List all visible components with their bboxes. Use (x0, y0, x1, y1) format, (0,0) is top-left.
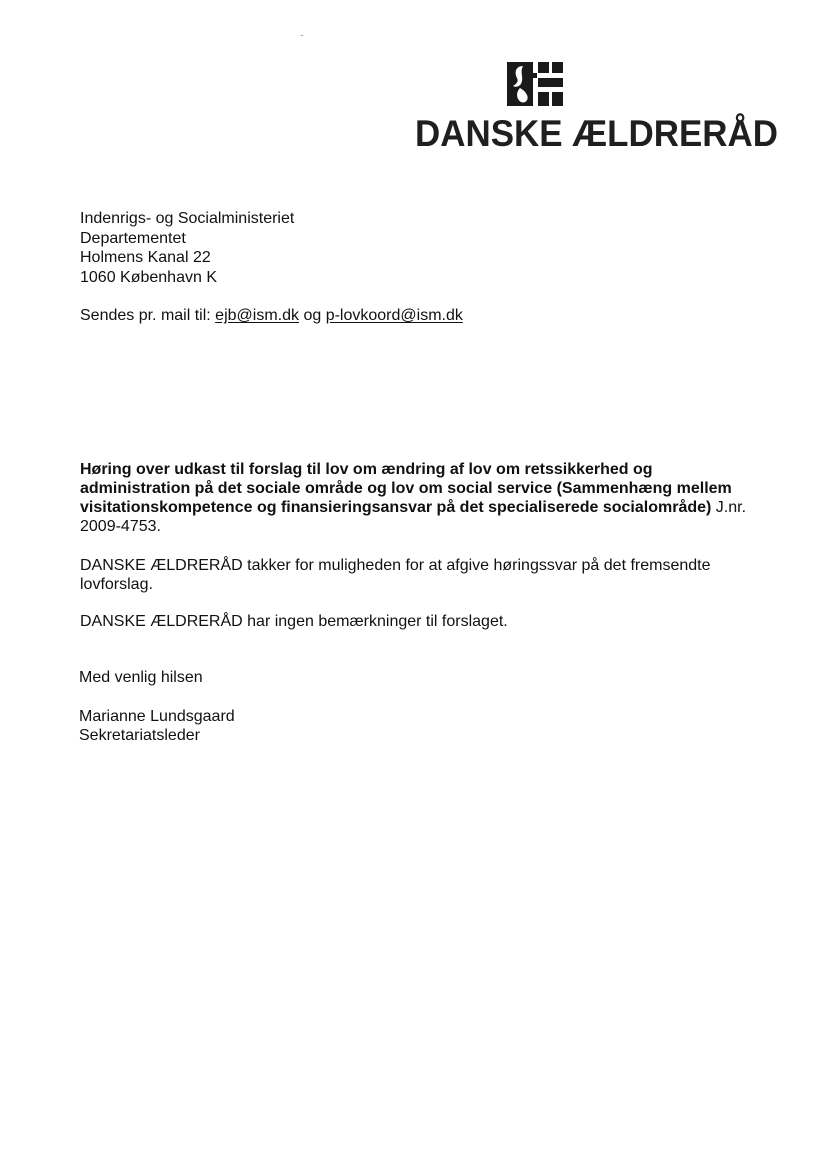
recipient-line: Indenrigs- og Socialministeriet (80, 210, 295, 227)
organization-logo (415, 62, 780, 152)
logo-mark-icon (507, 62, 567, 106)
subject-title: Høring over udkast til forslag til lov om ændring af lov om retssikkerhed og administration på det sociale område og lov om social service (Sammenhæng mellem visitationskompetence og finansieringsansvar på det specialiserede socialområde) (80, 461, 732, 516)
subject-heading (80, 460, 760, 536)
email-link-lovkoord[interactable]: p-lovkoord@ism.dk (325, 307, 463, 324)
signature-block (79, 707, 235, 745)
subject-reference: J.nr. 2009-4753. (80, 499, 747, 535)
signer-name: Marianne Lundsgaard (79, 708, 235, 725)
svg-text:DANSKE ÆLDRERÅD: DANSKE ÆLDRERÅD (415, 113, 778, 152)
recipient-line: Departementet (80, 229, 186, 247)
recipient-line: Holmens Kanal 22 (80, 249, 211, 266)
signer-title: Sekretariatsleder (79, 727, 200, 744)
logo-wordmark (415, 110, 780, 152)
send-instruction (80, 306, 463, 326)
recipient-address (80, 209, 294, 287)
body-paragraph-1: DANSKE ÆLDRERÅD takker for muligheden for at afgive høringssvar på det fremsendte lovforslag. (80, 557, 711, 593)
email-link-ejb[interactable]: ejb@ism.dk (215, 307, 299, 324)
body-paragraph-2: DANSKE ÆLDRERÅD har ingen bemærkninger til forslaget. (80, 613, 508, 630)
send-prefix: Sendes pr. mail til: (80, 307, 216, 324)
recipient-line: 1060 København K (80, 268, 217, 286)
scan-speck (301, 35, 303, 36)
closing-greeting: Med venlig hilsen (79, 669, 203, 686)
send-joiner: og (299, 307, 326, 324)
